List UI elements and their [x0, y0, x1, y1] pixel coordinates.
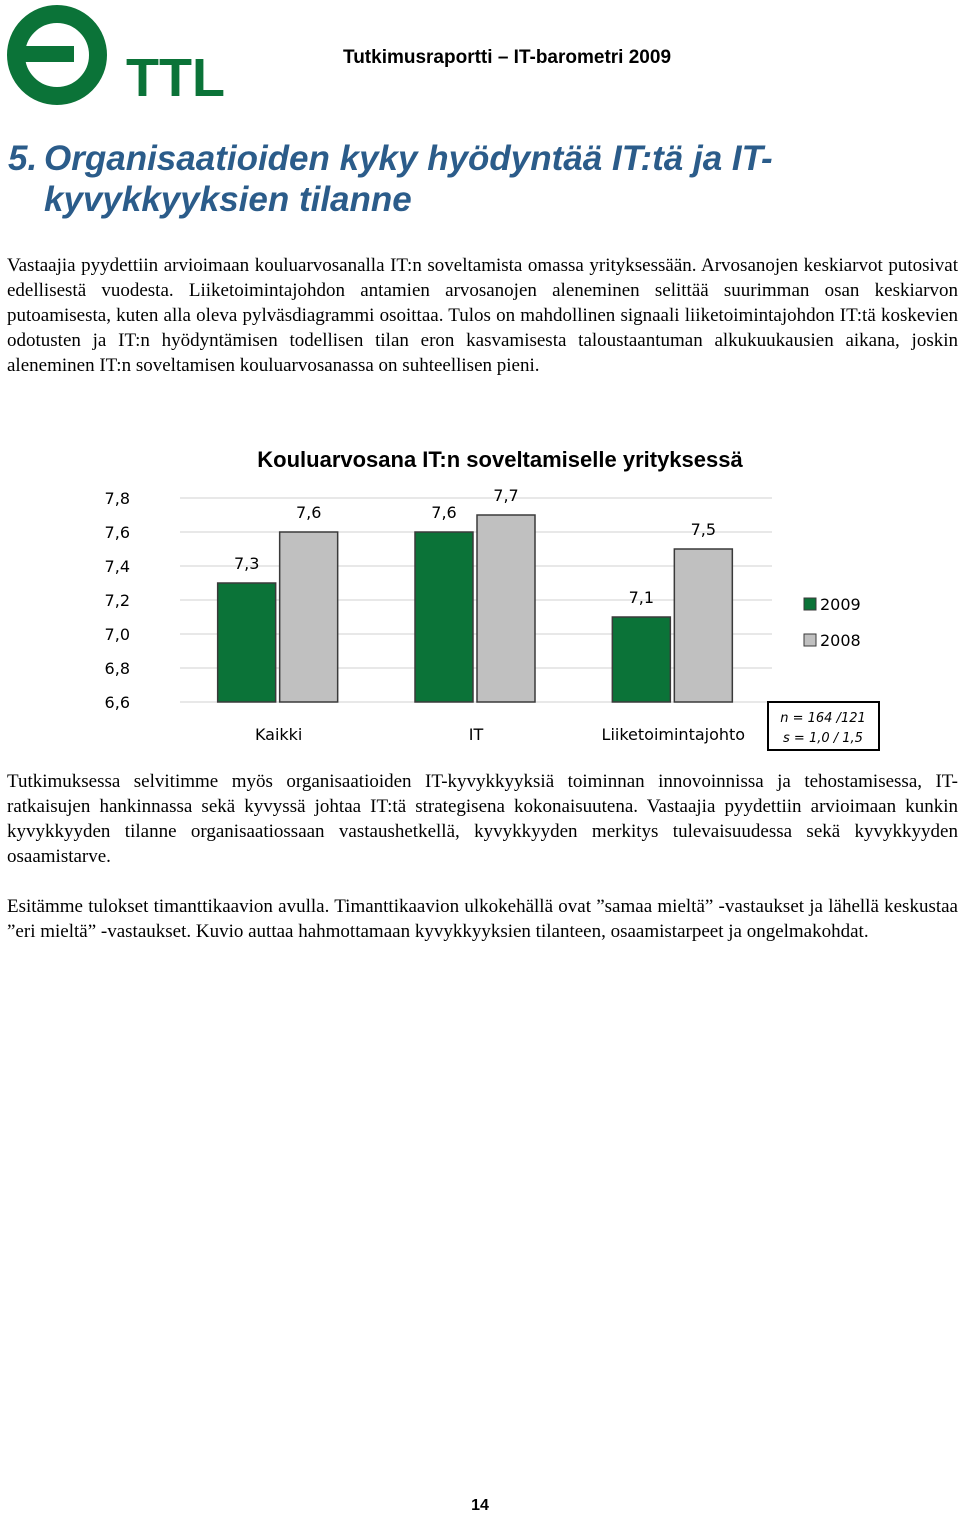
data-label: 7,7 — [493, 486, 519, 505]
note-line1: n = 164 /121 — [780, 711, 866, 726]
section-heading — [8, 138, 908, 220]
legend-label: 2009 — [820, 595, 861, 614]
bar — [612, 617, 670, 702]
bar — [218, 583, 276, 702]
bar-chart — [0, 430, 960, 760]
bar — [415, 532, 473, 702]
data-label: 7,1 — [628, 588, 655, 607]
y-tick-label: 7,2 — [104, 591, 130, 610]
y-tick-label: 7,8 — [104, 489, 130, 508]
data-label: 7,3 — [233, 554, 260, 573]
y-tick-label: 7,4 — [104, 557, 130, 576]
y-tick-label: 7,0 — [104, 625, 130, 644]
legend-swatch — [804, 634, 816, 646]
section-title-line2: kyvykkyyksien tilanne — [44, 180, 412, 219]
section-title-line1: Organisaatioiden kyky hyödyntää IT:tä ja IT- — [44, 139, 773, 178]
paragraph-intro: Vastaajia pyydettiin arvioimaan kouluarvosanalla IT:n soveltamista omassa yrityksessään. Arvosanojen keskiarvot putosivat edellisestä vuodesta. Liiketoimintajohdon antamien arvosanojen aleneminen selittää suurimman osan keskiarvon putoamisesta, kuten alla oleva pylväsdiagrammi osoittaa. Tulos on mahdollinen signaali liiketoimintajohdon IT:tä koskevien odotusten ja IT:n hyödyntämisen todellisen tilan eron kasvamisesta taloustaantuman alkukuukausien aikana, joskin aleneminen IT:n soveltamisen kouluarvosanassa on suhteellisen pieni. — [7, 255, 958, 376]
sample-note-box — [768, 702, 879, 750]
data-label: 7,5 — [690, 520, 717, 539]
logo-text: TTL — [126, 48, 224, 108]
x-tick-label: Kaikki — [254, 725, 303, 744]
legend-label: 2008 — [820, 631, 861, 650]
section-number: 5. — [8, 139, 38, 178]
paragraph-capabilities: Tutkimuksessa selvitimme myös organisaatioiden IT-kyvykkyyksiä toiminnan innovoinnissa ja tehostamisessa, IT-ratkaisujen hankinnassa sekä kyvyssä johtaa IT:tä strategisena kokonaisuutena. Vastaajia pyydettiin arvioimaan kunkin kyvykkyyden tilanne organisaatiossaan vastaushetkellä, kyvykkyyden merkitys tulevaisuudessa sekä kyvykkyyden osaamistarve. — [7, 771, 958, 867]
bar — [674, 549, 732, 702]
paragraph-diamond: Esitämme tulokset timanttikaavion avulla. Timanttikaavion ulkokehällä ovat ”samaa mieltä” -vastaukset ja lähellä keskustaa ”eri mieltä” -vastaukset. Kuvio auttaa hahmottamaan kyvykkyyksien tilanteen, osaamistarpeet ja ongelmakohdat. — [7, 896, 958, 942]
page-number: 14 — [471, 1497, 489, 1514]
y-tick-label: 6,6 — [104, 693, 130, 712]
report-title: Tutkimusraportti – IT-barometri 2009 — [343, 47, 672, 68]
note-line2: s = 1,0 / 1,5 — [783, 731, 863, 746]
bar — [477, 515, 535, 702]
ttl-logo-mark — [4, 2, 224, 108]
data-label: 7,6 — [295, 503, 322, 522]
legend-swatch — [804, 598, 816, 610]
y-tick-label: 7,6 — [104, 523, 130, 542]
x-tick-label: IT — [468, 725, 484, 744]
x-tick-label: Liiketoimintajohto — [601, 725, 746, 744]
data-label: 7,6 — [431, 503, 457, 522]
ttl-logo — [4, 2, 224, 108]
y-tick-label: 6,8 — [104, 659, 130, 678]
bar — [280, 532, 338, 702]
chart-title: Kouluarvosana IT:n soveltamiselle yrityksessä — [257, 447, 743, 472]
